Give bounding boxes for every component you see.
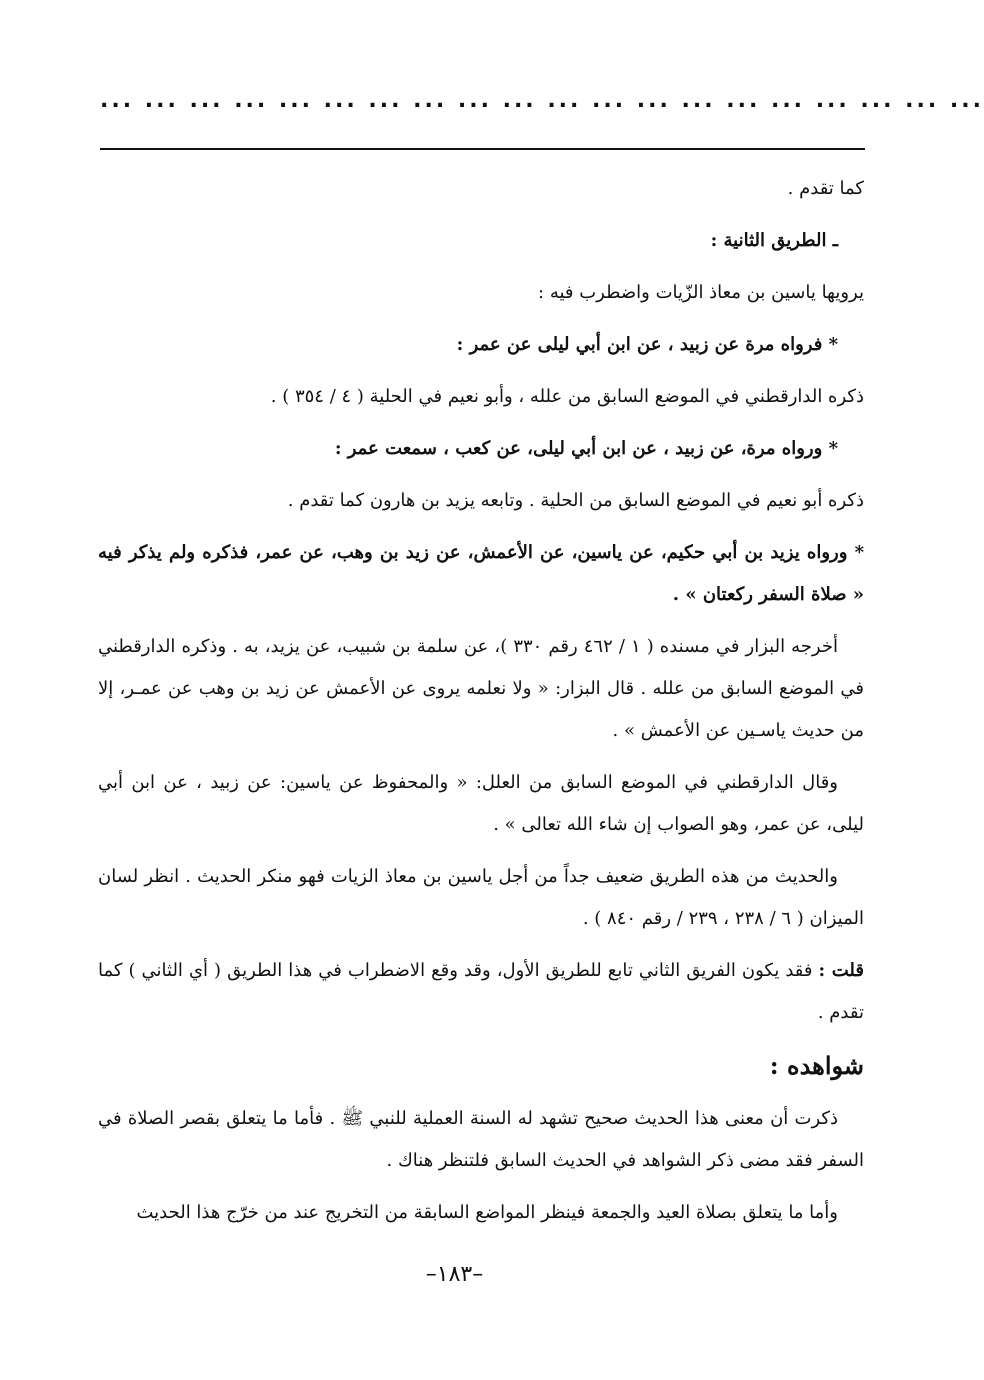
- paragraph: يرويها ياسين بن معاذ الزّيات واضطرب فيه :: [538, 282, 864, 303]
- qult-body: فقد يكون الفريق الثاني تابع للطريق الأول، وقد وقع الاضطراب في هذا الطريق ( أي الثاني ) كما تقدم .: [98, 960, 864, 1023]
- section-heading: شواهده :: [769, 1051, 864, 1080]
- section-subheading: ـ الطريق الثانية :: [710, 230, 838, 251]
- paragraph: ذكره الدارقطني في الموضع السابق من علله ، وأبو نعيم في الحلية ( ٤ / ٣٥٤ ) .: [270, 386, 864, 407]
- paragraph: وأما ما يتعلق بصلاة العيد والجمعة فينظر المواضع السابقة من التخريج عند من خرّج هذا الحديث: [136, 1202, 838, 1223]
- narration-bullet: * ورواه مرة، عن زبيد ، عن ابن أبي ليلى، عن كعب ، سمعت عمر :: [334, 438, 838, 459]
- page-number: –١٨٣–: [425, 1262, 484, 1287]
- paragraph: ذكره أبو نعيم في الموضع السابق من الحلية . وتابعه يزيد بن هارون كما تقدم .: [287, 490, 864, 511]
- paragraph-continuation: كما تقدم .: [787, 178, 864, 199]
- narration-bullet: * فرواه مرة عن زبيد ، عن ابن أبي ليلى عن عمر :: [456, 334, 838, 355]
- qult-label: قلت :: [818, 960, 864, 981]
- header-ellipsis: ... ... ... ... ... ... ... ... ... ... ... ... ... ... ... ... ... ... ... ...: [100, 88, 984, 113]
- paragraph: وقال الدارقطني في الموضع السابق من العلل: « والمحفوظ عن ياسين: عن زبيد ، عن ابن أبي ليلى، عن عمر، وهو الصواب إن شاء الله تعالى » .: [98, 772, 864, 835]
- narration-bullet: * ورواه يزيد بن أبي حكيم، عن ياسين، عن الأعمش، عن زيد بن وهب، عن عمر، فذكره ولم يذكر فيه « صلاة السفر ركعتان » .: [98, 542, 864, 605]
- paragraph-qult: [98, 950, 864, 1034]
- main-text: [98, 168, 864, 1244]
- paragraph: والحديث من هذه الطريق ضعيف جداً من أجل ياسين بن معاذ الزيات فهو منكر الحديث . انظر لسان الميزان ( ٦ / ٢٣٨ ، ٢٣٩ / رقم ٨٤٠ ) .: [98, 866, 864, 929]
- header-rule: [100, 148, 865, 150]
- paragraph: أخرجه البزار في مسنده ( ١ / ٤٦٢ رقم ٣٣٠ )، عن سلمة بن شبيب، عن يزيد، به . وذكره الدارقطني في الموضع السابق من علله . قال البزار: « ولا نعلمه يروى عن الأعمش عن زيد بن وهب عن عمـر، إلا من حديث ياسـين عن الأعمش » .: [98, 636, 864, 741]
- paragraph: ذكرت أن معنى هذا الحديث صحيح تشهد له السنة العملية للنبي ﷺ . فأما ما يتعلق بقصر الصلاة في السفر فقد مضى ذكر الشواهد في الحديث السابق فلتنظر هناك .: [98, 1108, 864, 1171]
